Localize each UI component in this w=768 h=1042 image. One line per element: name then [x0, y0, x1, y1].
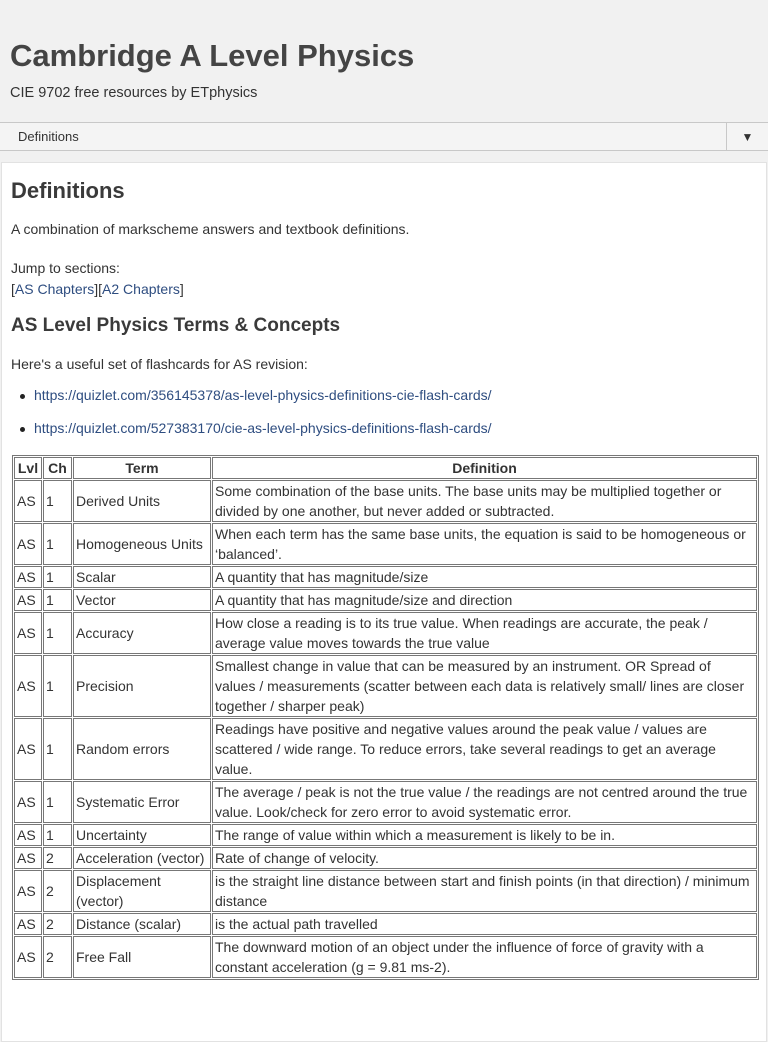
cell-definition: Smallest change in value that can be measured by an instrument. OR Spread of values / measurements (scatter between each data is relatively small/ lines are closer together / sharper peak): [212, 655, 757, 717]
chevron-down-icon: ▼: [741, 130, 754, 144]
cell-term: Random errors: [73, 718, 211, 780]
table-row: [14, 781, 757, 823]
site-title[interactable]: Cambridge A Level Physics: [10, 38, 415, 73]
table-row: [14, 824, 757, 846]
section-nav: [0, 122, 768, 151]
section-title: AS Level Physics Terms & Concepts: [11, 315, 341, 336]
definitions-table: [12, 455, 759, 980]
table-row: [14, 612, 757, 654]
cell-definition: Rate of change of velocity.: [212, 847, 757, 869]
cell-term: Vector: [73, 589, 211, 611]
table-row: [14, 913, 757, 935]
header-definition: Definition: [212, 457, 757, 479]
jump-links: [AS Chapters][A2 Chapters]: [11, 281, 184, 297]
list-item: [18, 387, 492, 420]
cell-definition: A quantity that has magnitude/size: [212, 566, 757, 588]
cell-term: Accuracy: [73, 612, 211, 654]
cell-definition: Readings have positive and negative values around the peak value / values are scattered / wide range. To reduce errors, take several readings to get an average value.: [212, 718, 757, 780]
cell-term: Acceleration (vector): [73, 847, 211, 869]
table-row: [14, 718, 757, 780]
cell-lvl: AS: [14, 655, 42, 717]
table-row: [14, 655, 757, 717]
cell-definition: When each term has the same base units, the equation is said to be homogeneous or ‘balanced’.: [212, 523, 757, 565]
cell-lvl: AS: [14, 824, 42, 846]
cell-ch: 2: [43, 936, 72, 978]
table-row: [14, 566, 757, 588]
cell-lvl: AS: [14, 913, 42, 935]
cell-lvl: AS: [14, 781, 42, 823]
header-term: Term: [73, 457, 211, 479]
cell-lvl: AS: [14, 612, 42, 654]
table-row: [14, 523, 757, 565]
cell-lvl: AS: [14, 566, 42, 588]
table-row: [14, 589, 757, 611]
cell-definition: The downward motion of an object under the influence of force of gravity with a constant acceleration (g = 9.81 ms-2).: [212, 936, 757, 978]
cell-ch: 1: [43, 655, 72, 717]
main-content: [1, 162, 767, 1042]
jump-label: Jump to sections:: [11, 260, 120, 276]
cell-ch: 1: [43, 824, 72, 846]
cell-ch: 1: [43, 612, 72, 654]
cell-definition: is the actual path travelled: [212, 913, 757, 935]
cell-term: Systematic Error: [73, 781, 211, 823]
cell-lvl: AS: [14, 870, 42, 912]
cell-term: Homogeneous Units: [73, 523, 211, 565]
intro-text: A combination of markscheme answers and textbook definitions.: [11, 221, 410, 237]
flashcard-link-2[interactable]: https://quizlet.com/527383170/cie-as-level-physics-definitions-flash-cards/: [34, 420, 492, 436]
cell-term: Free Fall: [73, 936, 211, 978]
jump-link-a2-chapters[interactable]: A2 Chapters: [102, 281, 180, 297]
cell-ch: 2: [43, 847, 72, 869]
table-row: [14, 480, 757, 522]
cell-definition: The average / peak is not the true value / the readings are not centred around the true value. Look/check for zero error to avoid systematic error.: [212, 781, 757, 823]
flashcard-link-1[interactable]: https://quizlet.com/356145378/as-level-physics-definitions-cie-flash-cards/: [34, 387, 492, 403]
cell-lvl: AS: [14, 936, 42, 978]
table-row: [14, 847, 757, 869]
jump-link-as-chapters[interactable]: AS Chapters: [14, 281, 95, 297]
cell-definition: Some combination of the base units. The base units may be multiplied together or divided by one another, but never added or subtracted.: [212, 480, 757, 522]
cell-term: Precision: [73, 655, 211, 717]
cell-lvl: AS: [14, 523, 42, 565]
table-row: [14, 936, 757, 978]
site-description: CIE 9702 free resources by ETphysics: [10, 85, 258, 101]
cell-lvl: AS: [14, 847, 42, 869]
cell-definition: is the straight line distance between start and finish points (in that direction) / minimum distance: [212, 870, 757, 912]
page-title: Definitions: [11, 178, 125, 203]
flashcards-text: Here's a useful set of flashcards for AS revision:: [11, 356, 308, 372]
cell-term: Uncertainty: [73, 824, 211, 846]
header-ch: Ch: [43, 457, 72, 479]
site-header: [0, 0, 768, 122]
cell-lvl: AS: [14, 589, 42, 611]
cell-ch: 1: [43, 718, 72, 780]
cell-lvl: AS: [14, 718, 42, 780]
cell-term: Derived Units: [73, 480, 211, 522]
cell-ch: 2: [43, 913, 72, 935]
cell-definition: The range of value within which a measurement is likely to be in.: [212, 824, 757, 846]
nav-dropdown-button[interactable]: [726, 123, 768, 150]
cell-term: Displacement (vector): [73, 870, 211, 912]
header-lvl: Lvl: [14, 457, 42, 479]
cell-definition: How close a reading is to its true value. When readings are accurate, the peak / average value moves towards the true value: [212, 612, 757, 654]
cell-definition: A quantity that has magnitude/size and direction: [212, 589, 757, 611]
cell-ch: 1: [43, 589, 72, 611]
list-item: [18, 420, 492, 453]
cell-ch: 1: [43, 480, 72, 522]
flashcard-link-list: [18, 387, 492, 453]
nav-current-section[interactable]: Definitions: [18, 129, 79, 144]
cell-lvl: AS: [14, 480, 42, 522]
table-header-row: [14, 457, 757, 479]
cell-ch: 1: [43, 566, 72, 588]
cell-ch: 2: [43, 870, 72, 912]
cell-ch: 1: [43, 781, 72, 823]
table-row: [14, 870, 757, 912]
cell-term: Distance (scalar): [73, 913, 211, 935]
cell-term: Scalar: [73, 566, 211, 588]
cell-ch: 1: [43, 523, 72, 565]
